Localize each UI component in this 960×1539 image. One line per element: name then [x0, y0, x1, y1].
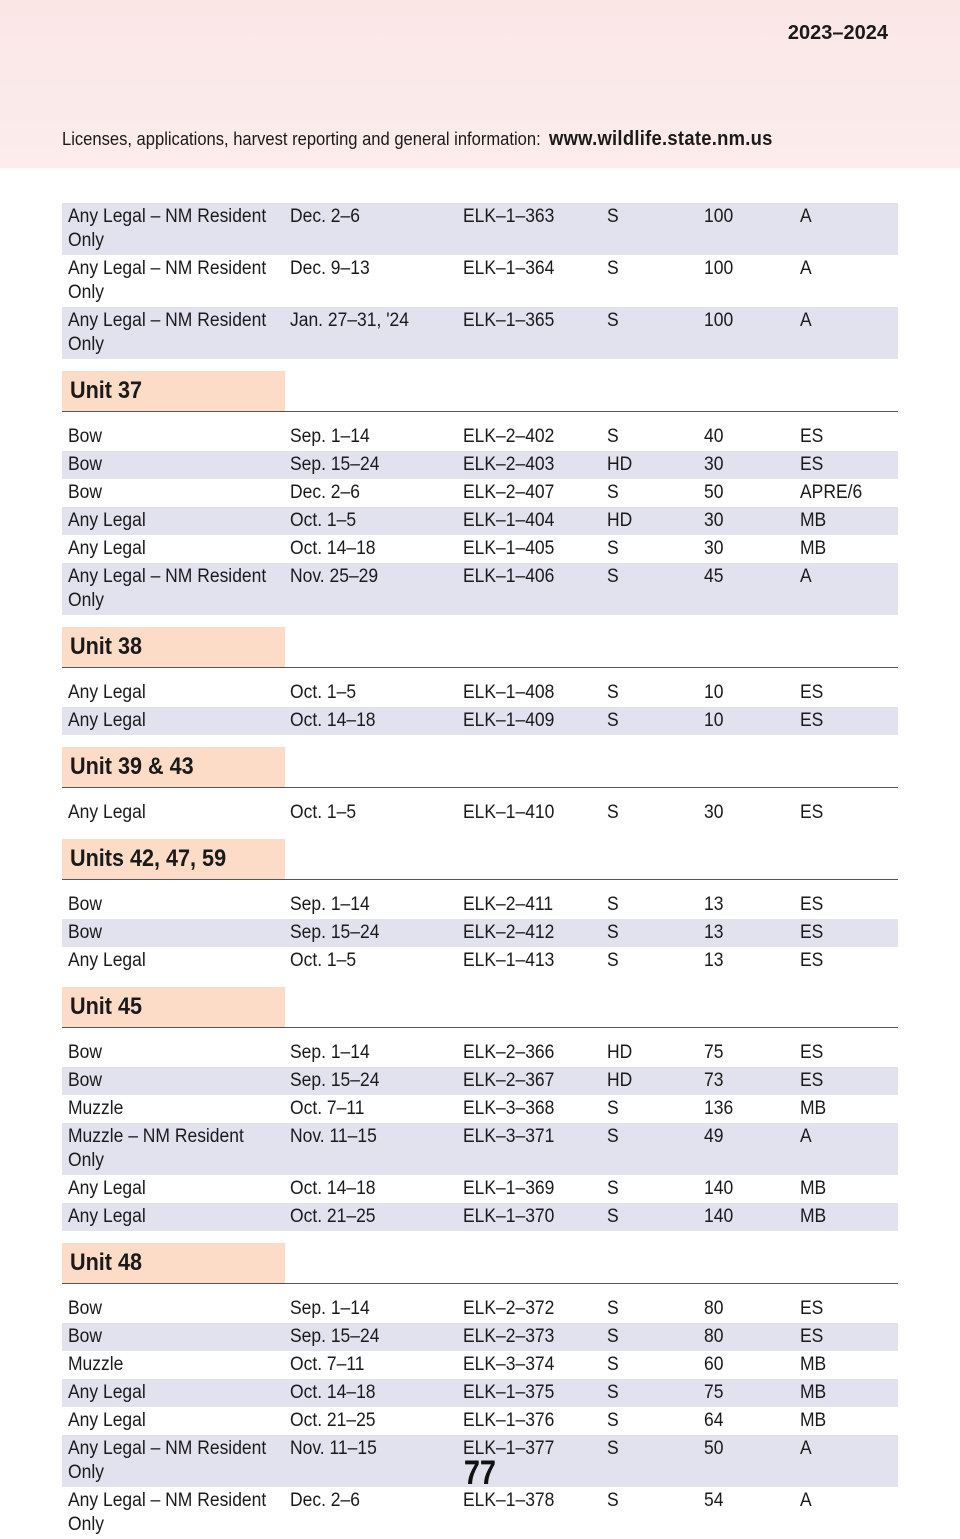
draw-type-cell: ES	[800, 922, 824, 943]
table-row	[62, 1123, 898, 1175]
unit-title-text: Unit 38	[70, 633, 143, 660]
hunt-code-cell: ELK–2–367	[463, 1070, 555, 1091]
hunt-dates-cell: Oct. 14–18	[290, 710, 376, 731]
hunt-code-cell: ELK–3–371	[463, 1126, 555, 1147]
unit-title-text: Units 42, 47, 59	[70, 845, 227, 872]
licenses-cell: 100	[704, 206, 734, 227]
hunt-type-cell	[68, 1177, 288, 1201]
hunt-type-cell	[68, 709, 288, 733]
unit-header	[62, 839, 898, 891]
bag-limit-cell: S	[607, 1382, 619, 1403]
unit-header	[62, 627, 898, 679]
hunt-code-cell: ELK–3–374	[463, 1354, 555, 1375]
licenses-cell: 60	[704, 1354, 724, 1375]
hunt-dates-cell: Oct. 14–18	[290, 1178, 376, 1199]
unit-header	[62, 987, 898, 1039]
hunt-type-text: Muzzle – NM Resident Only	[68, 1126, 244, 1171]
bag-limit-cell: S	[607, 1438, 619, 1459]
hunt-type-cell	[68, 309, 288, 357]
table-row	[62, 1095, 898, 1123]
hunt-type-text: Bow	[68, 454, 103, 475]
licenses-cell: 140	[704, 1178, 734, 1199]
licenses-cell: 54	[704, 1490, 724, 1511]
bag-limit-cell: S	[607, 258, 619, 279]
hunt-dates-cell: Sep. 15–24	[290, 454, 380, 475]
hunt-type-cell	[68, 425, 288, 449]
unit-title-text: Unit 45	[70, 993, 143, 1020]
bag-limit-cell: S	[607, 1410, 619, 1431]
hunt-dates-cell: Nov. 11–15	[290, 1438, 377, 1459]
bag-limit-cell: S	[607, 950, 619, 971]
hunt-type-cell	[68, 893, 288, 917]
hunt-type-text: Any Legal – NM Resident Only	[68, 1438, 267, 1483]
table-row	[62, 947, 898, 975]
info-text: Licenses, applications, harvest reporting and general information:	[62, 129, 541, 149]
table-row	[62, 307, 898, 359]
bag-limit-cell: S	[607, 894, 619, 915]
hunt-dates-cell: Sep. 1–14	[290, 426, 370, 447]
hunt-dates-cell: Oct. 14–18	[290, 1382, 376, 1403]
hunt-code-cell: ELK–1–370	[463, 1206, 555, 1227]
hunt-dates-cell: Nov. 25–29	[290, 566, 379, 587]
hunt-dates-cell: Dec. 2–6	[290, 206, 360, 227]
licenses-cell: 50	[704, 482, 724, 503]
bag-limit-cell: S	[607, 710, 619, 731]
hunt-type-text: Any Legal	[68, 802, 146, 823]
hunt-dates-cell: Sep. 1–14	[290, 1042, 370, 1063]
table-row	[62, 799, 898, 827]
hunt-dates-cell: Oct. 7–11	[290, 1354, 365, 1375]
draw-type-cell: APRE/6	[800, 482, 863, 503]
hunt-dates-cell: Oct. 14–18	[290, 538, 376, 559]
draw-type-cell: MB	[800, 538, 827, 559]
unit-title	[62, 839, 285, 879]
hunt-code-cell: ELK–1–363	[463, 206, 555, 227]
bag-limit-cell: S	[607, 310, 619, 331]
season-year: 2023–2024	[787, 22, 888, 44]
hunt-dates-cell: Dec. 2–6	[290, 1490, 360, 1511]
unit-title	[62, 747, 285, 787]
hunt-type-text: Any Legal	[68, 950, 146, 971]
bag-limit-cell: S	[607, 922, 619, 943]
unit-divider	[62, 411, 898, 412]
draw-type-cell: ES	[800, 1042, 824, 1063]
unit-divider	[62, 1027, 898, 1028]
draw-type-cell: MB	[800, 1178, 827, 1199]
table-row	[62, 535, 898, 563]
licenses-cell: 140	[704, 1206, 734, 1227]
licenses-cell: 30	[704, 454, 724, 475]
hunt-type-text: Any Legal	[68, 710, 146, 731]
licenses-cell: 75	[704, 1042, 724, 1063]
licenses-cell: 100	[704, 310, 734, 331]
hunt-type-cell	[68, 1353, 288, 1377]
hunt-type-cell	[68, 1409, 288, 1433]
hunt-type-cell	[68, 453, 288, 477]
hunt-type-cell	[68, 257, 288, 305]
hunt-code-cell: ELK–1–413	[463, 950, 555, 971]
unit-title-text: Unit 39 & 43	[70, 753, 194, 780]
hunt-dates-cell: Sep. 15–24	[290, 1326, 380, 1347]
bag-limit-cell: S	[607, 566, 619, 587]
draw-type-cell: ES	[800, 682, 824, 703]
draw-type-cell: ES	[800, 1298, 824, 1319]
licenses-cell: 30	[704, 538, 724, 559]
hunt-dates-cell: Sep. 15–24	[290, 922, 380, 943]
page-number-text: 77	[463, 1454, 497, 1492]
hunt-type-cell	[68, 1097, 288, 1121]
unit-divider	[62, 667, 898, 668]
licenses-cell: 73	[704, 1070, 724, 1091]
hunt-dates-cell: Oct. 1–5	[290, 510, 357, 531]
table-row	[62, 1295, 898, 1323]
hunt-dates-cell: Oct. 21–25	[290, 1206, 376, 1227]
draw-type-cell: A	[800, 566, 812, 587]
hunt-dates-cell: Dec. 9–13	[290, 258, 370, 279]
draw-type-cell: A	[800, 310, 812, 331]
licenses-cell: 64	[704, 1410, 724, 1431]
hunt-type-text: Any Legal	[68, 538, 146, 559]
licenses-cell: 100	[704, 258, 734, 279]
hunt-dates-cell: Oct. 7–11	[290, 1098, 365, 1119]
draw-type-cell: MB	[800, 1098, 827, 1119]
table-row	[62, 423, 898, 451]
hunt-code-cell: ELK–1–376	[463, 1410, 555, 1431]
unit-header	[62, 371, 898, 423]
bag-limit-cell: S	[607, 1178, 619, 1199]
licenses-cell: 80	[704, 1298, 724, 1319]
draw-type-cell: MB	[800, 1382, 827, 1403]
draw-type-cell: A	[800, 206, 812, 227]
hunt-type-cell	[68, 1125, 288, 1173]
hunt-type-text: Any Legal – NM Resident Only	[68, 258, 267, 303]
licenses-cell: 136	[704, 1098, 734, 1119]
hunt-type-cell	[68, 205, 288, 253]
table-row	[62, 507, 898, 535]
hunt-dates-cell: Nov. 11–15	[290, 1126, 377, 1147]
licenses-cell: 10	[704, 710, 724, 731]
unit-title	[62, 1243, 285, 1283]
hunt-type-cell	[68, 921, 288, 945]
table-row	[62, 919, 898, 947]
bag-limit-cell: S	[607, 1354, 619, 1375]
hunt-dates-cell: Sep. 1–14	[290, 1298, 370, 1319]
table-row	[62, 1323, 898, 1351]
bag-limit-cell: S	[607, 538, 619, 559]
hunt-type-cell	[68, 681, 288, 705]
hunt-code-cell: ELK–1–364	[463, 258, 555, 279]
hunt-type-cell	[68, 481, 288, 505]
hunt-dates-cell: Oct. 1–5	[290, 682, 357, 703]
hunt-type-text: Bow	[68, 1298, 103, 1319]
unit-header	[62, 747, 898, 799]
hunt-type-text: Any Legal – NM Resident Only	[68, 566, 267, 611]
hunt-code-cell: ELK–2–411	[463, 894, 554, 915]
hunt-code-cell: ELK–1–410	[463, 802, 555, 823]
hunt-dates-cell: Oct. 1–5	[290, 802, 357, 823]
table-row	[62, 1487, 898, 1539]
draw-type-cell: MB	[800, 1354, 827, 1375]
unit-title	[62, 987, 285, 1027]
hunt-type-cell	[68, 1325, 288, 1349]
bag-limit-cell: HD	[607, 454, 633, 475]
draw-type-cell: ES	[800, 426, 824, 447]
hunt-type-text: Any Legal – NM Resident Only	[68, 206, 267, 251]
hunt-code-cell: ELK–1–378	[463, 1490, 555, 1511]
bag-limit-cell: S	[607, 802, 619, 823]
bag-limit-cell: HD	[607, 510, 633, 531]
licenses-cell: 75	[704, 1382, 724, 1403]
draw-type-cell: ES	[800, 1070, 824, 1091]
unit-divider	[62, 1283, 898, 1284]
bag-limit-cell: S	[607, 1126, 619, 1147]
hunt-code-cell: ELK–1–375	[463, 1382, 555, 1403]
hunt-code-cell: ELK–1–377	[463, 1438, 555, 1459]
hunt-type-text: Bow	[68, 894, 103, 915]
unit-divider	[62, 879, 898, 880]
licenses-cell: 10	[704, 682, 724, 703]
hunt-type-cell	[68, 537, 288, 561]
table-row	[62, 707, 898, 735]
hunt-dates-cell: Sep. 1–14	[290, 894, 370, 915]
unit-title-text: Unit 37	[70, 377, 143, 404]
licenses-cell: 13	[704, 894, 724, 915]
bag-limit-cell: S	[607, 426, 619, 447]
hunt-type-cell	[68, 1205, 288, 1229]
licenses-cell: 80	[704, 1326, 724, 1347]
unit-title	[62, 371, 285, 411]
bag-limit-cell: HD	[607, 1070, 633, 1091]
hunt-type-text: Any Legal	[68, 1178, 146, 1199]
table-row	[62, 563, 898, 615]
unit-header	[62, 1243, 898, 1295]
hunt-type-text: Any Legal	[68, 510, 146, 531]
bag-limit-cell: S	[607, 1490, 619, 1511]
licenses-cell: 13	[704, 950, 724, 971]
hunt-type-text: Bow	[68, 1042, 103, 1063]
licenses-cell: 40	[704, 426, 724, 447]
hunt-code-cell: ELK–1–405	[463, 538, 555, 559]
draw-type-cell: ES	[800, 454, 824, 475]
draw-type-cell: A	[800, 1438, 812, 1459]
table-row	[62, 255, 898, 307]
hunt-code-cell: ELK–2–372	[463, 1298, 555, 1319]
hunt-type-text: Bow	[68, 426, 103, 447]
hunt-type-cell	[68, 1489, 288, 1537]
table-row	[62, 1407, 898, 1435]
table-row	[62, 1203, 898, 1231]
draw-type-cell: ES	[800, 894, 824, 915]
bag-limit-cell: S	[607, 482, 619, 503]
licenses-cell: 30	[704, 802, 724, 823]
table-row	[62, 479, 898, 507]
hunt-code-cell: ELK–2–412	[463, 922, 555, 943]
hunt-code-cell: ELK–1–409	[463, 710, 555, 731]
hunt-type-text: Bow	[68, 1070, 103, 1091]
page-header	[0, 0, 960, 168]
hunt-code-cell: ELK–1–408	[463, 682, 555, 703]
hunt-type-cell	[68, 565, 288, 613]
table-row	[62, 1379, 898, 1407]
hunt-type-text: Any Legal	[68, 1382, 146, 1403]
table-row	[62, 203, 898, 255]
hunt-type-cell	[68, 1297, 288, 1321]
draw-type-cell: A	[800, 1126, 812, 1147]
hunt-type-cell	[68, 1041, 288, 1065]
hunt-type-text: Any Legal	[68, 1206, 146, 1227]
hunt-type-cell	[68, 1381, 288, 1405]
hunt-type-cell	[68, 949, 288, 973]
website-link[interactable]: www.wildlife.state.nm.us	[548, 128, 773, 150]
hunt-code-cell: ELK–3–368	[463, 1098, 555, 1119]
unit-title	[62, 627, 285, 667]
hunt-code-cell: ELK–2–402	[463, 426, 555, 447]
bag-limit-cell: S	[607, 1098, 619, 1119]
hunt-dates-cell: Sep. 15–24	[290, 1070, 380, 1091]
draw-type-cell: MB	[800, 1410, 827, 1431]
hunt-dates-cell: Dec. 2–6	[290, 482, 360, 503]
draw-type-cell: ES	[800, 1326, 824, 1347]
hunt-code-cell: ELK–2–366	[463, 1042, 555, 1063]
unit-divider	[62, 787, 898, 788]
draw-type-cell: MB	[800, 1206, 827, 1227]
licenses-cell: 13	[704, 922, 724, 943]
hunt-type-text: Bow	[68, 482, 103, 503]
draw-type-cell: A	[800, 258, 812, 279]
bag-limit-cell: S	[607, 1298, 619, 1319]
licenses-cell: 49	[704, 1126, 724, 1147]
hunt-dates-cell: Oct. 1–5	[290, 950, 357, 971]
hunt-code-cell: ELK–2–373	[463, 1326, 555, 1347]
hunt-code-cell: ELK–1–365	[463, 310, 555, 331]
page-number	[0, 1454, 960, 1493]
table-row	[62, 451, 898, 479]
hunt-type-text: Muzzle	[68, 1098, 124, 1119]
hunt-code-cell: ELK–1–406	[463, 566, 555, 587]
hunt-type-text: Bow	[68, 1326, 103, 1347]
hunt-type-text: Any Legal – NM Resident Only	[68, 310, 267, 355]
table-row	[62, 1067, 898, 1095]
hunt-code-cell: ELK–2–403	[463, 454, 555, 475]
licenses-cell: 45	[704, 566, 724, 587]
hunt-type-text: Any Legal	[68, 1410, 146, 1431]
bag-limit-cell: S	[607, 206, 619, 227]
hunt-table	[62, 203, 898, 1539]
draw-type-cell: ES	[800, 802, 824, 823]
table-row	[62, 1039, 898, 1067]
hunt-code-cell: ELK–1–369	[463, 1178, 555, 1199]
table-row	[62, 1175, 898, 1203]
licenses-cell: 50	[704, 1438, 724, 1459]
draw-type-cell: MB	[800, 510, 827, 531]
table-row	[62, 1351, 898, 1379]
hunt-type-cell	[68, 509, 288, 533]
hunt-type-text: Any Legal	[68, 682, 146, 703]
draw-type-cell: ES	[800, 710, 824, 731]
licenses-cell: 30	[704, 510, 724, 531]
table-row	[62, 679, 898, 707]
hunt-type-text: Any Legal – NM Resident Only	[68, 1490, 267, 1535]
draw-type-cell: A	[800, 1490, 812, 1511]
hunt-type-text: Bow	[68, 922, 103, 943]
bag-limit-cell: S	[607, 1206, 619, 1227]
hunt-code-cell: ELK–2–407	[463, 482, 555, 503]
unit-title-text: Unit 48	[70, 1249, 143, 1276]
hunt-code-cell: ELK–1–404	[463, 510, 555, 531]
bag-limit-cell: HD	[607, 1042, 633, 1063]
draw-type-cell: ES	[800, 950, 824, 971]
info-line	[62, 128, 773, 151]
table-row	[62, 891, 898, 919]
hunt-type-cell	[68, 1069, 288, 1093]
bag-limit-cell: S	[607, 682, 619, 703]
bag-limit-cell: S	[607, 1326, 619, 1347]
hunt-dates-cell: Jan. 27–31, '24	[290, 310, 410, 331]
hunt-type-text: Muzzle	[68, 1354, 124, 1375]
hunt-dates-cell: Oct. 21–25	[290, 1410, 376, 1431]
hunt-type-cell	[68, 801, 288, 825]
